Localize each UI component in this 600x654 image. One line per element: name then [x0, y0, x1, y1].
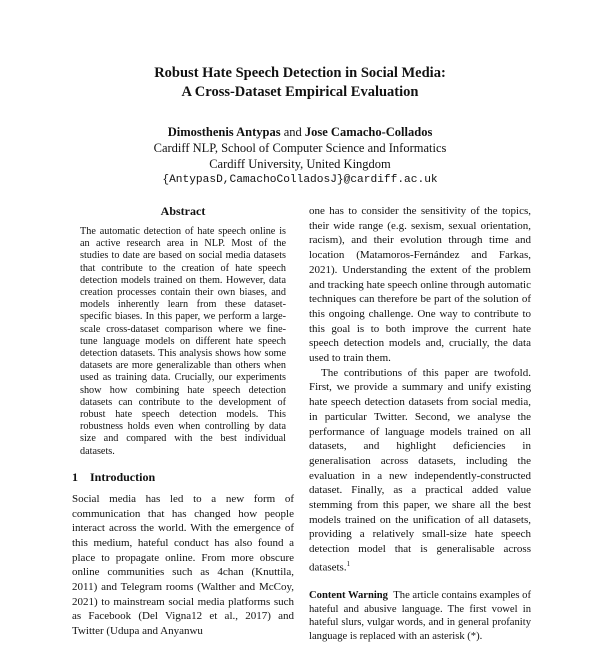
author-separator: and — [283, 125, 302, 139]
introduction-paragraph-2 — [309, 366, 531, 576]
author-names — [0, 124, 600, 140]
section-heading-introduction — [72, 470, 294, 484]
content-warning-text: The article contains examples of hateful and abusive language. The first vowel in hateful slurs, vulgar words, and in general profanity language is replaced with an asterisk (*). — [309, 590, 531, 643]
author-1: Dimosthenis Antypas — [167, 125, 281, 139]
author-2: Jose Camacho-Collados — [304, 125, 433, 139]
section-number: 1 — [72, 469, 78, 484]
content-warning-label: Content Warning — [309, 590, 388, 602]
abstract-text: The automatic detection of hate speech online is an active research area in NLP. Most of the studies to date are based on social media datasets that contribute to the creation of hate speech detection models trained on them. However, data creation processes contain their own biases, and models inherently learn from these dataset-specific biases. In this paper, we perform a large-scale cross-dataset comparison where we fine-tune language models on different hate speech detection datasets. This analysis shows how some datasets are more generalizable than others when used as training data. Crucially, our experiments show how combining hate speech detection datasets can contribute to the development of robust hate speech detection models. This robustness holds even when controlling by data size and compared with the best individual datasets. — [80, 226, 286, 457]
right-column — [309, 204, 531, 654]
introduction-paragraph-1: one has to consider the sensitivity of the topics, their wide range (e.g. sexism, sexual orientation, racism), and their evolution through time and location (Matamoros-Fernández and Farkas, 2021). Understanding the extent of the problem and tracking hate speech online through automatic techniques can therefore be part of the solution of this ongoing challenge. One way to contribute to this goal is to both improve the current hate speech detection models and, crucially, the data used to train them. — [309, 205, 531, 365]
footnote-marker: 1 — [346, 559, 351, 568]
section-title: Introduction — [90, 469, 156, 484]
left-column — [72, 204, 294, 639]
paper-title-line2: A Cross-Dataset Empirical Evaluation — [181, 84, 419, 100]
affiliation-line2: Cardiff University, United Kingdom — [209, 157, 391, 171]
paper-title-line1: Robust Hate Speech Detection in Social Media: — [154, 65, 446, 81]
title-block — [0, 64, 600, 102]
content-warning — [309, 589, 531, 643]
author-email: {AntypasD,CamachoColladosJ}@cardiff.ac.uk — [162, 174, 438, 186]
abstract-heading: Abstract — [160, 204, 206, 218]
author-block — [0, 124, 600, 188]
introduction-paragraph-2-text: The contributions of this paper are twofold. First, we provide a summary and unify existing hate speech detection datasets from social media, in particular Twitter. Second, we analyse the performance of language models trained on all datasets, and highlight deficiencies in generalisation across datasets, including the evaluation in a new independently-constructed dataset. Finally, as a practical added value stemming from this paper, we share all the best models trained on the unification of all datasets, providing a relatively small-size hate speech detection model that is generalisable across datasets. — [309, 366, 531, 574]
affiliation-line1: Cardiff NLP, School of Computer Science and Informatics — [153, 141, 447, 155]
introduction-left-text: Social media has led to a new form of communication that has changed how people interact across the world. With the emergence of this medium, hateful conduct has also found a place to propagate online. From more obscure online communities such as 4chan (Knuttila, 2011) and Telegram rooms (Walther and McCoy, 2021) to mainstream social media platforms such as Facebook (Del Vigna12 et al., 2017) and Twitter (Udupa and Anyanwu — [72, 492, 294, 638]
